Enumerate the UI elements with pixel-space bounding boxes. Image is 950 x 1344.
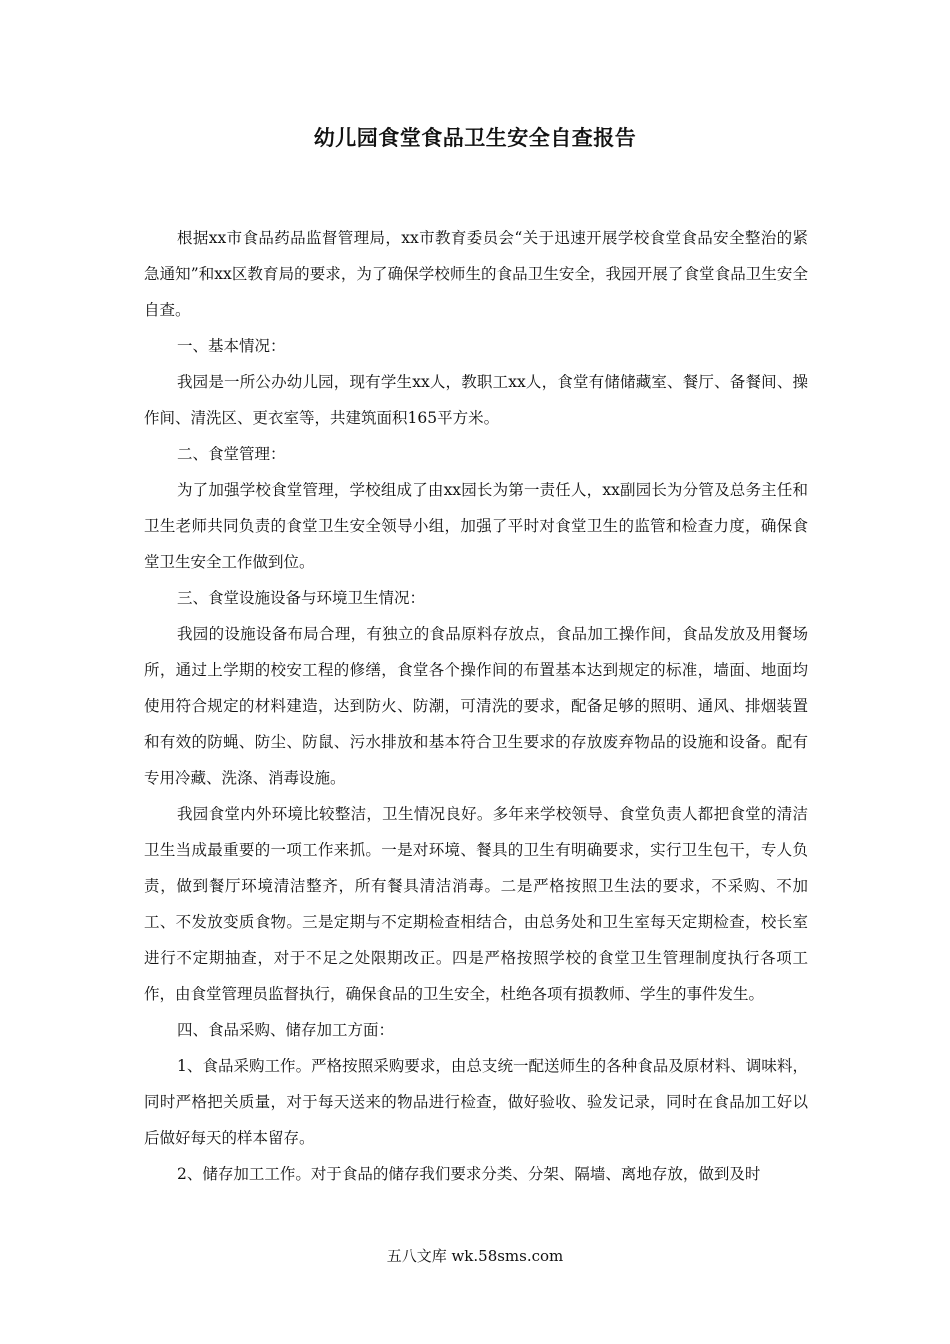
document-title: 幼儿园食堂食品卫生安全自查报告 xyxy=(313,125,637,150)
section-heading-canteen-management: 二、食堂管理： xyxy=(177,445,286,463)
paragraph-procurement: 1、食品采购工作。严格按照采购要求，由总支统一配送师生的各种食品及原材料、调味料，同时严格把关质量，对于每天送来的物品进行检查，做好验收、验发记录，同时在食品加工好以后做好每天的样本留存。 xyxy=(144,1057,808,1147)
document-body xyxy=(144,220,808,1192)
paragraph-storage: 2、储存加工工作。对于食品的储存我们要求分类、分架、隔墙、离地存放，做到及时 xyxy=(177,1165,761,1183)
paragraph-basic-info: 我园是一所公办幼儿园，现有学生xx人，教职工xx人，食堂有储储藏室、餐厅、备餐间、操作间、清洗区、更衣室等，共建筑面积165平方米。 xyxy=(144,373,808,427)
paragraph-facilities: 我园的设施设备布局合理，有独立的食品原料存放点，食品加工操作间，食品发放及用餐场所，通过上学期的校安工程的修缮，食堂各个操作间的布置基本达到规定的标准，墙面、地面均使用符合规定的材料建造，达到防火、防潮，可清洗的要求，配备足够的照明、通风、排烟装置和有效的防蝇、防尘、防鼠、污水排放和基本符合卫生要求的存放废弃物品的设施和设备。配有专用冷藏、洗涤、消毒设施。 xyxy=(144,625,808,787)
paragraph-canteen-management: 为了加强学校食堂管理，学校组成了由xx园长为第一责任人，xx副园长为分管及总务主任和卫生老师共同负责的食堂卫生安全领导小组，加强了平时对食堂卫生的监管和检查力度，确保食堂卫生安全工作做到位。 xyxy=(144,481,808,571)
section-heading-procurement: 四、食品采购、储存加工方面： xyxy=(177,1021,395,1039)
paragraph-environment: 我园食堂内外环境比较整洁，卫生情况良好。多年来学校领导、食堂负责人都把食堂的清洁卫生当成最重要的一项工作来抓。一是对环境、餐具的卫生有明确要求，实行卫生包干，专人负责，做到餐厅环境清洁整齐，所有餐具清洁消毒。二是严格按照卫生法的要求，不采购、不加工、不发放变质食物。三是定期与不定期检查相结合，由总务处和卫生室每天定期检查，校长室进行不定期抽查，对于不足之处限期改正。四是严格按照学校的食堂卫生管理制度执行各项工作，由食堂管理员监督执行，确保食品的卫生安全，杜绝各项有损教师、学生的事件发生。 xyxy=(144,805,808,1003)
section-heading-basic-info: 一、基本情况： xyxy=(177,337,286,355)
footer-watermark: 五八文库 wk.58sms.com xyxy=(386,1247,564,1265)
paragraph-intro: 根据xx市食品药品监督管理局，xx市教育委员会“关于迅速开展学校食堂食品安全整治的紧急通知”和xx区教育局的要求，为了确保学校师生的食品卫生安全，我园开展了食堂食品卫生安全自查。 xyxy=(144,229,808,319)
section-heading-facilities: 三、食堂设施设备与环境卫生情况： xyxy=(177,589,426,607)
